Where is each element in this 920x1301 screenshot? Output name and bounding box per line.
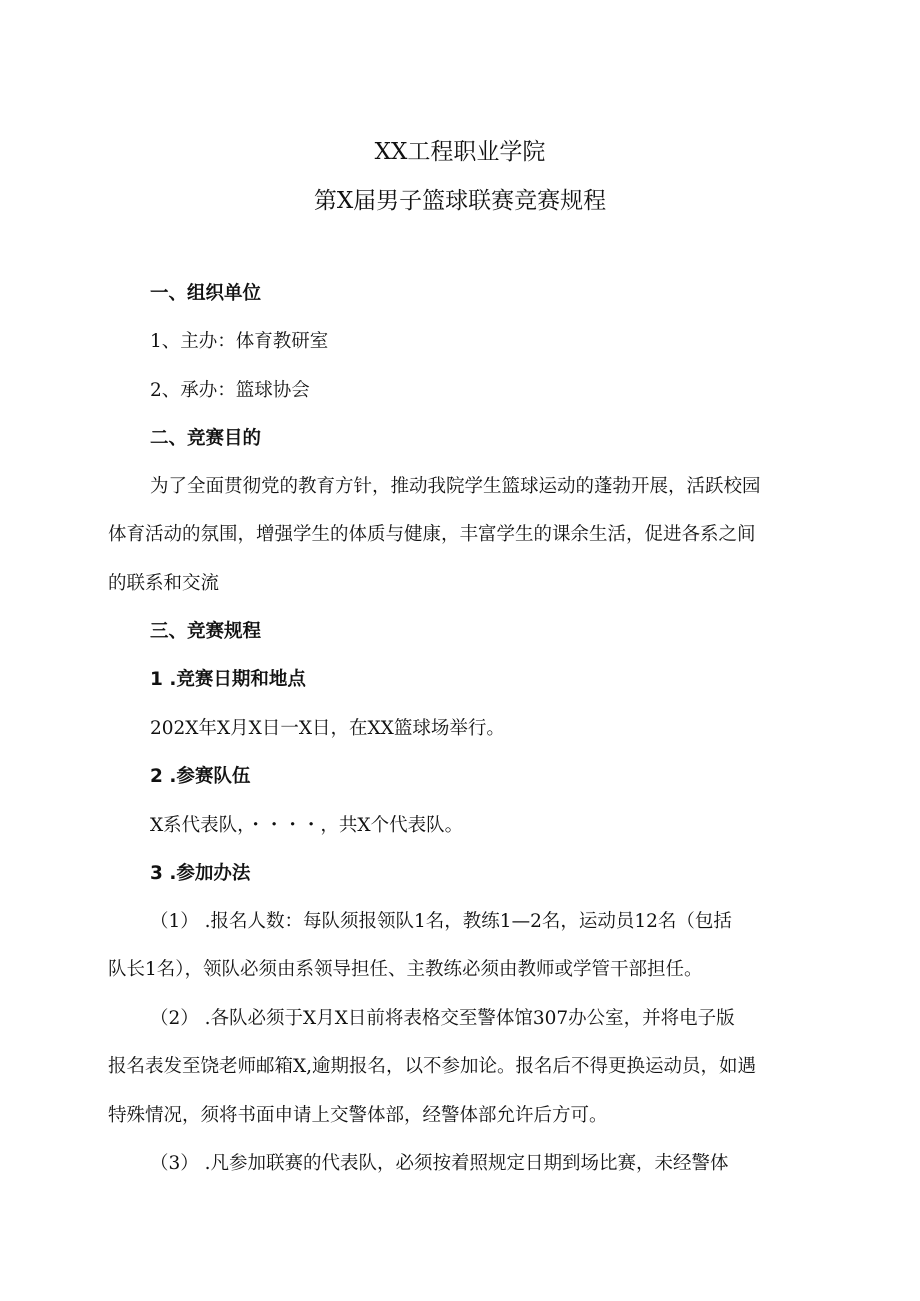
section-1-item-host: 2、承办：篮球协会 (150, 380, 310, 401)
section-1-heading: 一、组织单位 (150, 283, 262, 304)
registration-item-3-line: （3） .凡参加联赛的代表队，必须按着照规定日期到场比赛，未经警体 (150, 1153, 729, 1174)
subsection-teams-heading: 2 .参赛队伍 (150, 766, 251, 787)
document-subtitle: 第X届男子篮球联赛竞赛规程 (313, 188, 607, 214)
registration-item-2-line: （2） .各队必须于X月X日前将表格交至警体馆307办公室，并将电子版 (150, 1008, 735, 1029)
registration-item-1-line: （1） .报名人数：每队须报领队1名，教练1—2名，运动员12名（包括 (150, 911, 732, 932)
section-3-heading: 三、竞赛规程 (150, 621, 262, 642)
section-2-paragraph-line: 体育活动的氛围，增强学生的体质与健康，丰富学生的课余生活，促进各系之间 (108, 524, 756, 545)
subsection-teams-text: X系代表队，・・・・，共X个代表队。 (150, 815, 464, 836)
registration-item-2-line: 报名表发至饶老师邮箱X,逾期报名，以不参加论。报名后不得更换运动员，如遇 (108, 1056, 757, 1077)
section-1-item-organizer: 1、主办：体育教研室 (150, 331, 329, 352)
subsection-registration-heading: 3 .参加办法 (150, 863, 251, 884)
section-2-heading: 二、竞赛目的 (150, 428, 262, 449)
section-2-paragraph-line: 的联系和交流 (108, 573, 220, 594)
registration-item-1-line: 队长1名），领队必须由系领导担任、主教练必须由教师或学管干部担任。 (108, 959, 703, 980)
document-title: XX工程职业学院 (374, 139, 546, 165)
registration-item-2-line: 特殊情况，须将书面申请上交警体部，经警体部允许后方可。 (108, 1105, 608, 1126)
subsection-date-venue-text: 202X年X月X日一X日，在XX篮球场举行。 (150, 718, 505, 739)
subsection-date-venue-heading: 1 .竞赛日期和地点 (150, 669, 306, 690)
section-2-paragraph-line: 为了全面贯彻党的教育方针，推动我院学生篮球运动的蓬勃开展，活跃校园 (150, 476, 761, 497)
